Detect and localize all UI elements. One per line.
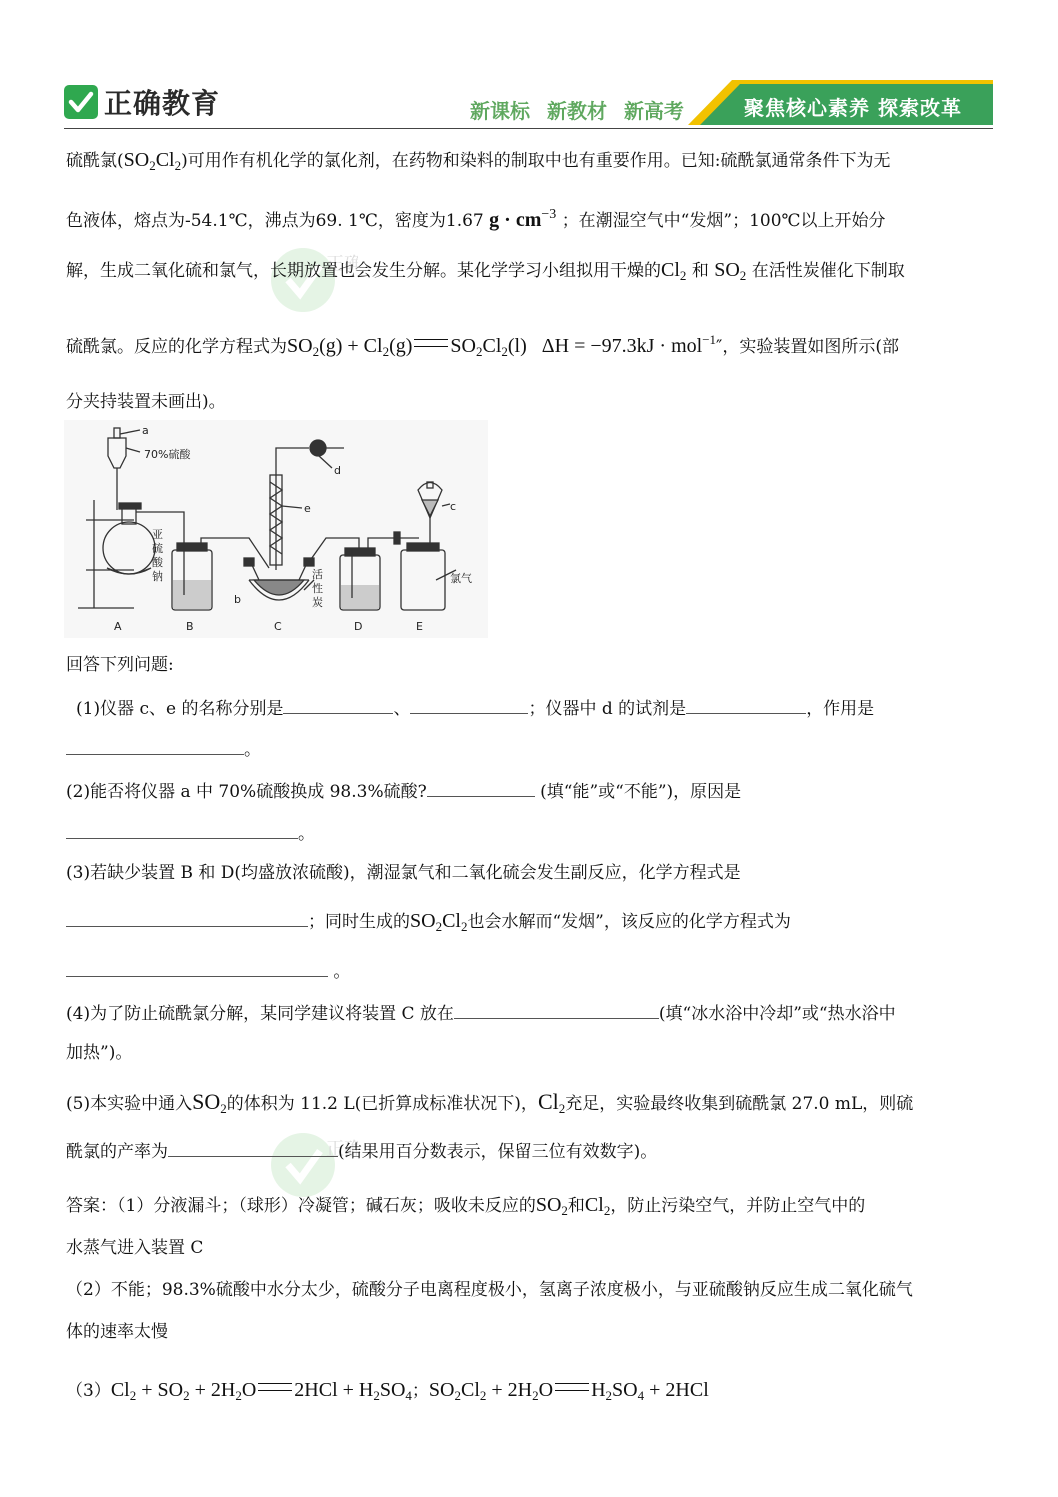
question-3: (3)若缺少装置 B 和 D(均盛放浓硫酸)，潮湿氯气和二氧化硫会发生副反应，化学方程式是 (66, 863, 741, 883)
intro-line-2: 色液体，熔点为-54.1℃，沸点为69. 1℃，密度为1.67 $g \cdot cm^{-3}$ ；在潮湿空气中“发烟”；100℃以上开始分 (66, 207, 886, 231)
svg-text:钠: 钠 (152, 570, 163, 583)
svg-text:硫: 硫 (152, 542, 163, 555)
question-4-cont: 加热”)。 (66, 1043, 133, 1063)
answer-2: （2）不能；98.3%硫酸中水分太少，硫酸分子电离程度极小，氢离子浓度极小，与亚硫酸钠反应生成二氧化硫气 (66, 1280, 913, 1300)
question-1-cont: 。 (66, 738, 996, 760)
logo-check-icon (64, 85, 98, 119)
letter-E: E (416, 620, 423, 633)
question-5-cont: 酰氯的产率为 (结果用百分数表示，保留三位有效数字)。 (66, 1142, 658, 1162)
letter-C: C (274, 620, 282, 633)
label-carbon: 活 (312, 568, 323, 581)
logo-text: 正确教育 (104, 87, 221, 120)
questions-lead: 回答下列问题: (66, 655, 174, 675)
answer-blank[interactable] (427, 780, 535, 797)
svg-text:炭: 炭 (312, 596, 323, 609)
header-rule (64, 128, 993, 129)
answer-blank[interactable] (283, 697, 393, 714)
label-d: d (334, 464, 341, 477)
answer-blank[interactable] (454, 1002, 659, 1019)
label-e: e (304, 502, 311, 515)
question-4: (4)为了防止硫酰氯分解，某同学建议将装置 C 放在 (填“冰水浴中冷却”或“热水浴中 (66, 1004, 896, 1024)
intro-line-1: 硫酰氯$(SO_2Cl_2)$可用作有机化学的氯化剂，在药物和染料的制取中也有重要作用。已知:硫酰氯通常条件下为无 (66, 149, 891, 173)
answer-blank[interactable] (66, 960, 328, 977)
banner-text: 聚焦核心素养 探索改革 (744, 96, 962, 120)
answer-blank[interactable] (66, 910, 308, 927)
question-2: (2)能否将仪器 a 中 70%硫酸换成 98.3%硫酸? (填“能”或“不能”)，原因是 (66, 782, 742, 802)
question-3-end: 。 (66, 960, 996, 982)
label-sulfite: 亚 (152, 528, 163, 541)
answer-blank[interactable] (686, 697, 806, 714)
answer-3: $(3)Cl_2 + SO_2 + 2H_2O$ $2HCl + H_2SO_4$；$SO_2Cl_2 + 2H_2O$ $H_2SO_4 + 2HCl$ (66, 1379, 709, 1403)
intro-line-4: 硫酰氯。反应的化学方程式为$SO_2(g) + Cl_2(g)$ $SO_2Cl_2(l) \Delta H = -97.3kJ \cdot mol^{-1}''$，实验装置如图所示(部 (66, 332, 900, 359)
slogan-item: 新课标 (470, 99, 530, 123)
slogan-item: 新高考 (623, 99, 684, 123)
intro-line-5: 分夹持装置未画出)。 (66, 392, 226, 412)
watermark-text: 正确 (326, 1139, 358, 1160)
label-c: c (450, 500, 457, 513)
answer-blank[interactable] (66, 738, 244, 755)
answer-blank[interactable] (168, 1140, 338, 1157)
svg-text:性: 性 (312, 582, 323, 595)
question-3-cont: ；同时生成的$SO_2Cl_2$也会水解而“发烟”，该反应的化学方程式为 (66, 910, 996, 937)
intro-line-3: 解，生成二氧化硫和氯气，长期放置也会发生分解。某化学学习小组拟用干燥的$Cl_2$ 和 $SO_2$ 在活性炭催化下制取 (66, 259, 905, 283)
letter-A: A (114, 620, 122, 633)
letter-B: B (186, 620, 194, 633)
answer-1-cont: 水蒸气进入装置 C (66, 1238, 204, 1258)
question-2-cont: 。 (66, 822, 996, 844)
slogan-item: 新教材 (546, 99, 607, 123)
apparatus-figure (64, 420, 488, 638)
label-chlorine: 氯气 (450, 572, 472, 585)
page-header (0, 0, 1058, 135)
answer-blank[interactable] (66, 822, 298, 839)
watermark-text: 正确 (326, 254, 358, 275)
label-b: b (234, 593, 241, 606)
answer-blank[interactable] (410, 697, 528, 714)
answer-2-cont: 体的速率太慢 (66, 1322, 168, 1342)
svg-text:酸: 酸 (152, 556, 163, 569)
question-1: (1)仪器 c、e 的名称分别是 、 ；仪器中 d 的试剂是 ，作用是 (76, 699, 875, 719)
label-a: a (142, 424, 149, 437)
slogan (470, 95, 694, 124)
label-acid: 70%硫酸 (144, 448, 191, 461)
answer-1: 答案：（1）分液漏斗；（球形）冷凝管；碱石灰；吸收未反应的$SO_2$和$Cl_2$，防止污染空气，并防止空气中的 (66, 1194, 866, 1218)
letter-D: D (354, 620, 363, 633)
question-5: (5)本实验中通入$SO_2$的体积为 11.2 L(已折算成标准状况下)，$Cl_2$充足，实验最终收集到硫酰氯 27.0 mL，则硫 (66, 1089, 914, 1116)
